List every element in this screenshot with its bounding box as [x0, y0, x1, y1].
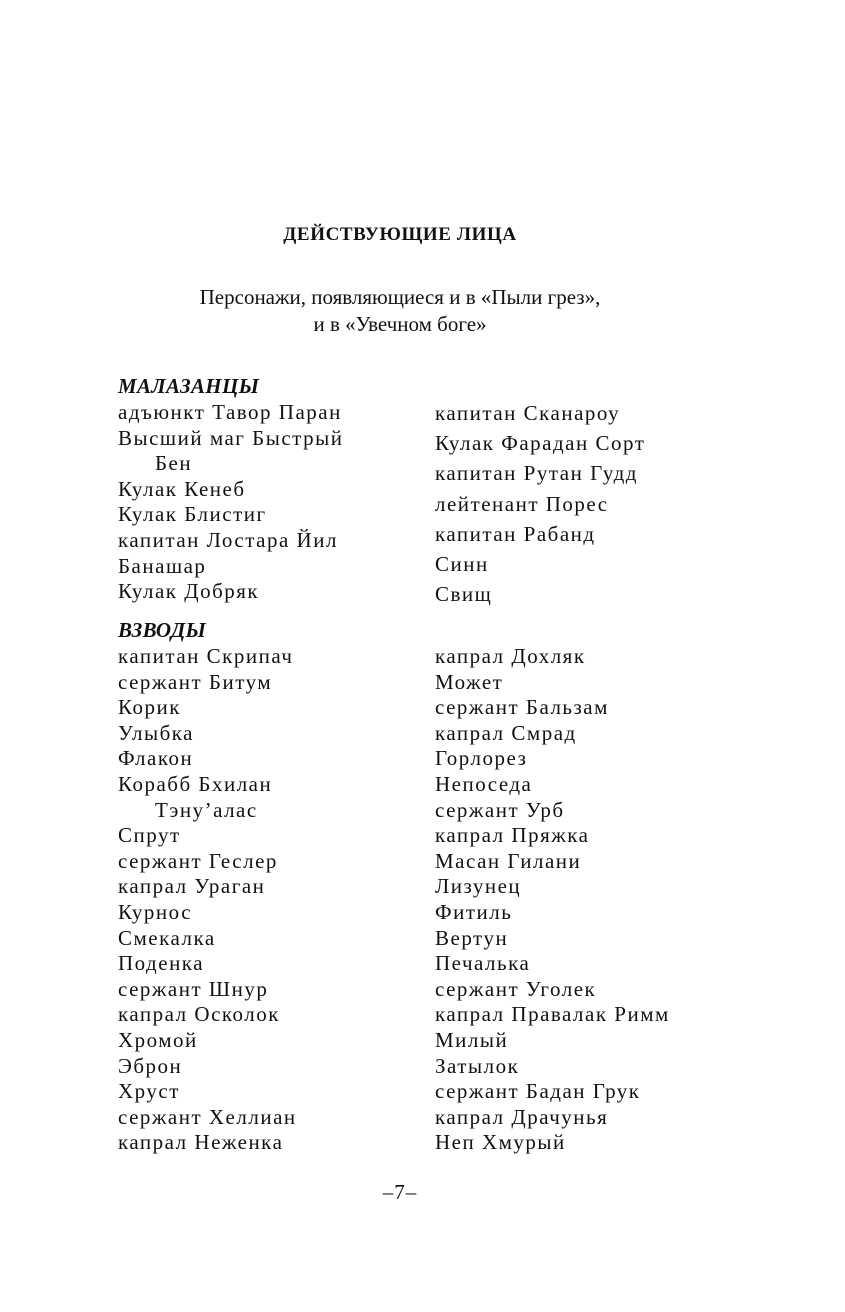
list-item: Затылок: [435, 1053, 520, 1078]
list-item: капрал Драчунья: [435, 1104, 609, 1129]
list-item: Хромой: [118, 1027, 198, 1052]
list-item: Корабб Бхилан: [118, 771, 273, 796]
list-item: Кулак Фарадан Сорт: [435, 431, 646, 456]
section-title-malazans: МАЛАЗАНЦЫ: [118, 374, 260, 398]
list-item: Флакон: [118, 746, 194, 771]
list-item: Курнос: [118, 899, 193, 924]
list-item: Эброн: [118, 1053, 183, 1078]
list-item: Кулак Добряк: [118, 579, 260, 604]
list-item: Лизунец: [435, 874, 522, 899]
section-title-squads: ВЗВОДЫ: [118, 618, 207, 642]
list-item: капрал Осколок: [118, 1002, 280, 1027]
list-item: сержант Битум: [118, 669, 273, 694]
subtitle-line-2: и в «Увечном боге»: [313, 312, 487, 336]
list-item: сержант Уголек: [435, 976, 597, 1001]
list-item: капрал Правалак Римм: [435, 1002, 670, 1027]
list-item: капрал Смрад: [435, 720, 577, 745]
list-item: сержант Шнур: [118, 976, 269, 1001]
list-item: Фитиль: [435, 899, 513, 924]
list-item: Высший маг Быстрый: [118, 425, 344, 450]
list-item: капитан Сканароу: [435, 401, 621, 425]
list-item: Улыбка: [118, 720, 194, 745]
list-item: Печалька: [435, 951, 531, 976]
list-item: Синн: [435, 551, 489, 576]
list-item: Смекалка: [118, 925, 216, 950]
list-item: лейтенант Порес: [435, 491, 609, 516]
list-item: Банашар: [118, 553, 207, 578]
list-item: Горлорез: [435, 746, 528, 771]
list-item: капитан Лостара Йил: [118, 527, 338, 552]
list-item: Свищ: [435, 582, 493, 607]
list-item: Корик: [118, 695, 181, 720]
list-item: Может: [435, 669, 504, 694]
list-item: Кулак Блистиг: [118, 502, 267, 527]
list-item: Непоседа: [435, 771, 533, 796]
list-item: капрал Дохляк: [435, 644, 586, 668]
squads-list-left: [118, 644, 297, 1156]
list-item: Кулак Кенеб: [118, 476, 246, 501]
subtitle-line-1: Персонажи, появляющиеся и в «Пыли грез»,: [199, 285, 601, 309]
list-item: капитан Рабанд: [435, 521, 596, 546]
list-item: сержант Урб: [435, 797, 565, 822]
list-item: Вертун: [435, 925, 509, 950]
list-item: Милый: [435, 1027, 509, 1052]
list-item: капитан Скрипач: [118, 644, 294, 668]
list-item: капрал Ураган: [118, 874, 266, 899]
list-item: сержант Хеллиан: [118, 1104, 297, 1129]
squads-list-right: [435, 644, 670, 1156]
list-item: сержант Бадан Грук: [435, 1079, 641, 1104]
page-heading: ДЕЙСТВУЮЩИЕ ЛИЦА: [283, 224, 517, 245]
list-item: капитан Рутан Гудд: [435, 461, 638, 486]
list-item: капрал Пряжка: [435, 823, 590, 848]
list-item: Хруст: [118, 1079, 180, 1104]
list-item: капрал Неженка: [118, 1130, 284, 1155]
page-number: –7–: [382, 1180, 418, 1204]
list-item: Поденка: [118, 951, 205, 976]
list-item: Бен: [155, 451, 193, 476]
list-item: сержант Бальзам: [435, 695, 609, 720]
list-item: Спрут: [118, 823, 181, 848]
list-item: адъюнкт Тавор Паран: [118, 400, 342, 424]
list-item: Масан Гилани: [435, 848, 582, 873]
subtitle: [0, 284, 800, 338]
malazans-list-left: [118, 400, 343, 605]
list-item: Неп Хмурый: [435, 1130, 566, 1155]
list-item: Тэну’алас: [155, 797, 258, 822]
list-item: сержант Геслер: [118, 848, 278, 873]
malazans-list-right: [435, 398, 645, 609]
